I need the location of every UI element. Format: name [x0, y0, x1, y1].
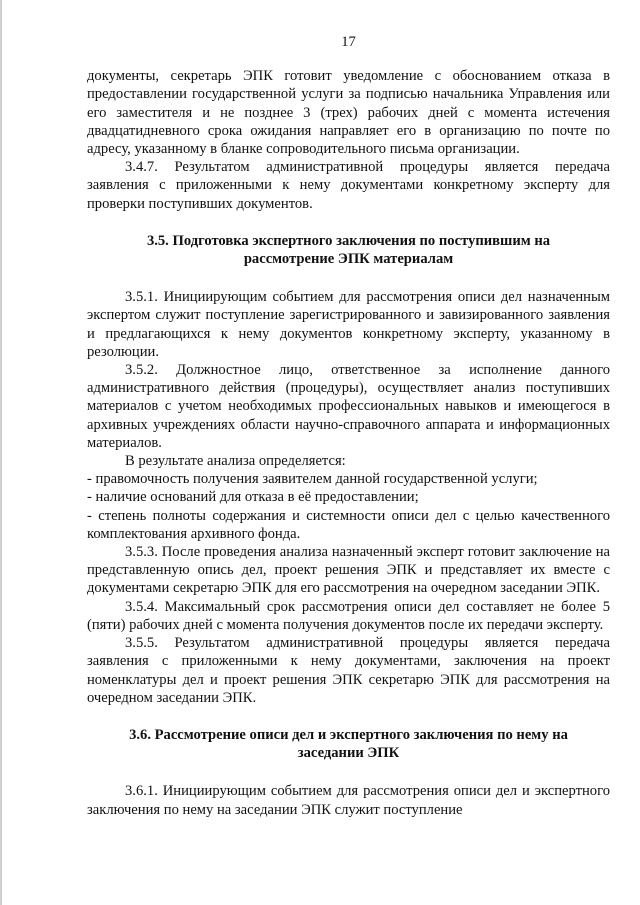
paragraph: документы, секретарь ЭПК готовит уведомление с обоснованием отказа в предоставлении государственной услуги за подписью начальника Управления или его заместителя и не позднее 3 (трех) рабочих дней с момента истечения двадцатидневного срока ожидания направляет его в организацию по почте по адресу, указанному в бланке сопроводительного письма организации. — [87, 68, 610, 158]
list-item: - степень полноты содержания и системности описи дел с целью качественного комплектования архивного фонда. — [87, 507, 610, 542]
list-item: - правомочность получения заявителем данной государственной услуги; — [87, 471, 538, 488]
page-number: 17 — [341, 34, 356, 50]
scan-edge — [0, 0, 2, 905]
list-item: - наличие оснований для отказа в её предоставлении; — [87, 489, 419, 506]
paragraph: 3.6.1. Инициирующим событием для рассмотрения описи дел и экспертного заключения по нему на заседании ЭПК служит поступление — [87, 783, 610, 818]
paragraph: 3.5.3. После проведения анализа назначенный эксперт готовит заключение на представленную опись дел, проект решения ЭПК и представляет их вместе с документами секретарю ЭПК для его рассмотрения на очередном заседании ЭПК. — [87, 544, 610, 597]
paragraph: 3.5.4. Максимальный срок рассмотрения описи дел составляет не более 5 (пяти) рабочих дней с момента получения документов после их передачи эксперту. — [87, 598, 610, 633]
paragraph: В результате анализа определяется: — [125, 453, 346, 470]
document-page — [87, 33, 610, 819]
paragraph: 3.5.2. Должностное лицо, ответственное за исполнение данного административного действия (процедуры), осуществляет анализ поступивших материалов с учетом необходимых профессиональных навыков и имеющегося в архивных учреждениях области научно-справочного аппарата и информационных материалов. — [87, 362, 610, 451]
paragraph: 3.5.5. Результатом административной процедуры является передача заявления с приложенными к нему документами, заключения на проект номенклатуры дел и проект решения ЭПК секретарю ЭПК для рассмотрения на очередном заседании ЭПК. — [87, 635, 610, 706]
section-heading: 3.5. Подготовка экспертного заключения по поступившим на рассмотрение ЭПК материалам — [146, 232, 551, 268]
section-heading: 3.6. Рассмотрение описи дел и экспертного заключения по нему на заседании ЭПК — [129, 726, 568, 762]
paragraph: 3.5.1. Инициирующим событием для рассмотрения описи дел назначенным экспертом служит поступление зарегистрированного и завизированного заявления и предлагающихся к нему документов конкретному эксперту, указанному в резолюции. — [87, 289, 610, 360]
document-body — [87, 67, 610, 819]
paragraph: 3.4.7. Результатом административной процедуры является передача заявления с приложенными к нему документами конкретному эксперту для проверки поступивших документов. — [87, 159, 610, 212]
